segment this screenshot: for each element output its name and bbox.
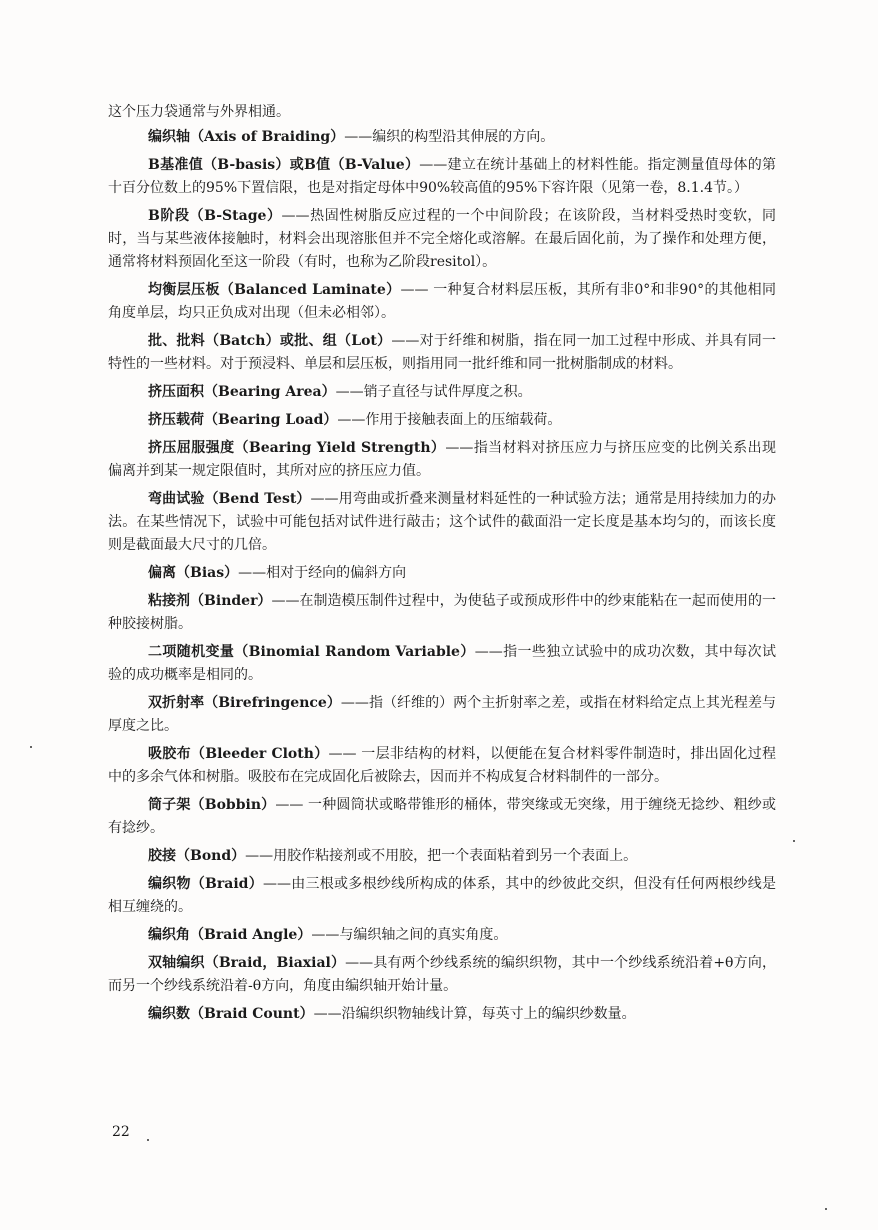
entry-definition: —— 一种圆筒状或略带锥形的桶体，带突缘或无突缘，用于缠绕无捻纱、粗纱或有捻纱。 <box>108 797 776 836</box>
entry-definition: ——热固性树脂反应过程的一个中间阶段；在该阶段，当材料受热时变软，同时，当与某些液体接触时，材料会出现溶胀但并不完全熔化或溶解。在最后固化前，为了操作和处理方便，通常将材料预固化至这一阶段（有时，也称为乙阶段resitol）。 <box>108 208 776 270</box>
entry-term: 双折射率（Birefringence） <box>148 695 341 711</box>
entry-term: 弯曲试验（Bend Test） <box>148 491 311 507</box>
entry-term: 编织物（Braid） <box>148 876 263 892</box>
scan-speck <box>30 746 32 748</box>
glossary-entry <box>108 873 776 919</box>
glossary-entry <box>108 924 776 947</box>
entry-definition: ——与编织轴之间的真实角度。 <box>311 927 508 943</box>
entry-definition: ——对于纤维和树脂，指在同一加工过程中形成、并具有同一特性的一些材料。对于预浸料、单层和层压板，则指用同一批纤维和同一批树脂制成的材料。 <box>108 333 777 372</box>
glossary-entry <box>108 1003 776 1026</box>
entry-term: 挤压屈服强度（Bearing Yield Strength） <box>148 440 446 456</box>
entry-term: 胶接（Bond） <box>148 848 246 864</box>
entry-definition: ——具有两个纱线系统的编织织物，其中一个纱线系统沿着+θ方向，而另一个纱线系统沿着-θ方向，角度由编织轴开始计量。 <box>108 955 776 994</box>
entry-term: B基准值（B-basis）或B值（B-Value） <box>148 157 420 173</box>
entry-term: 吸胶布（Bleeder Cloth） <box>148 746 329 762</box>
entry-definition: ——用胶作粘接剂或不用胶，把一个表面粘着到另一个表面上。 <box>245 848 638 864</box>
entry-term: 双轴编织（Braid，Biaxial） <box>148 955 346 971</box>
entry-definition: ——编织的构型沿其伸展的方向。 <box>344 129 555 145</box>
glossary-entry <box>108 126 776 149</box>
entry-term: 二项随机变量（Binomial Random Variable） <box>148 644 475 660</box>
glossary-entry <box>108 794 776 840</box>
page-number: 22 <box>112 1124 130 1140</box>
glossary-entry <box>108 154 776 200</box>
glossary-entry <box>108 641 776 687</box>
glossary-entry <box>108 692 776 738</box>
scan-speck <box>147 1139 149 1141</box>
entry-definition: ——指一些独立试验中的成功次数，其中每次试验的成功概率是相同的。 <box>108 644 777 683</box>
scan-speck <box>793 840 795 842</box>
glossary-entry <box>108 590 776 636</box>
entry-term: 批、批料（Batch）或批、组（Lot） <box>148 333 392 349</box>
glossary-entry <box>108 279 776 325</box>
glossary-entry <box>108 845 776 868</box>
entry-definition: ——由三根或多根纱线所构成的体系，其中的纱彼此交织，但没有任何两根纱线是相互缠绕的。 <box>108 876 777 915</box>
entry-term: B阶段（B-Stage） <box>148 208 282 224</box>
entry-definition: —— 一种复合材料层压板，其所有非0°和非90°的其他相同角度单层，均只正负成对出现（但未必相邻）。 <box>108 282 776 321</box>
entry-term: 挤压面积（Bearing Area） <box>148 384 336 400</box>
glossary-entry <box>108 952 776 998</box>
entry-term: 编织角（Braid Angle） <box>148 927 312 943</box>
glossary-entry <box>108 488 776 557</box>
entry-definition: ——指当材料对挤压应力与挤压应变的比例关系出现偏离并到某一规定限值时，其所对应的挤压应力值。 <box>108 440 777 479</box>
glossary-entry <box>108 205 776 274</box>
entry-definition: —— 一层非结构的材料，以便能在复合材料零件制造时，排出固化过程中的多余气体和树脂。吸胶布在完成固化后被除去，因而并不构成复合材料制件的一部分。 <box>108 746 777 785</box>
glossary-entry <box>108 381 776 404</box>
entry-term: 均衡层压板（Balanced Laminate） <box>148 282 401 298</box>
entry-definition: ——指（纤维的）两个主折射率之差，或指在材料给定点上其光程差与厚度之比。 <box>108 695 776 734</box>
entry-term: 挤压载荷（Bearing Load） <box>148 412 338 428</box>
glossary-entry <box>108 437 776 483</box>
entry-definition: ——在制造模压制件过程中，为使毡子或预成形件中的纱束能粘在一起而使用的一种胶接树脂。 <box>108 593 777 632</box>
entry-term: 偏离（Bias） <box>148 565 239 581</box>
entry-term: 粘接剂（Binder） <box>148 593 272 609</box>
entry-definition: ——销子直径与试件厚度之积。 <box>335 384 532 400</box>
entry-term: 编织轴（Axis of Braiding） <box>148 129 345 145</box>
glossary-entry <box>108 743 776 789</box>
entry-definition: ——建立在统计基础上的材料性能。指定测量值母体的第十百分位数上的95%下置信限，也是对指定母体中90%较高值的95%下容许限（见第一卷，8.1.4节。） <box>108 157 777 196</box>
entry-term: 筒子架（Bobbin） <box>148 797 276 813</box>
entry-definition: ——用弯曲或折叠来测量材料延性的一种试验方法；通常是用持续加力的办法。在某些情况下，试验中可能包括对试件进行敲击；这个试件的截面沿一定长度是基本均匀的，而该长度则是截面最大尺寸的几倍。 <box>108 491 776 553</box>
entry-definition: ——作用于接触表面上的压缩载荷。 <box>337 412 562 428</box>
glossary-entry <box>108 330 776 376</box>
entry-definition: ——沿编织织物轴线计算，每英寸上的编织纱数量。 <box>313 1006 636 1022</box>
glossary-body <box>108 101 776 1031</box>
glossary-entry <box>108 409 776 432</box>
entry-definition: ——相对于经向的偏斜方向 <box>238 565 407 581</box>
scan-speck <box>825 1208 827 1210</box>
entry-term: 编织数（Braid Count） <box>148 1006 314 1022</box>
lead-text: 这个压力袋通常与外界相通。 <box>108 104 290 120</box>
glossary-entry <box>108 562 776 585</box>
